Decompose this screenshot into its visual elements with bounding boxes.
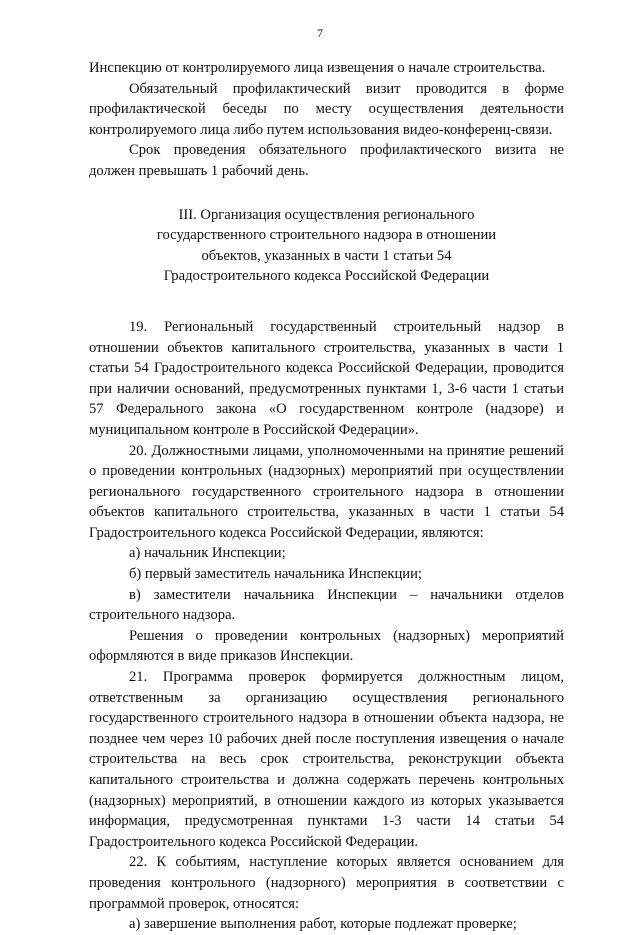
section-heading-line: III. Организация осуществления регионального bbox=[178, 206, 475, 223]
list-item: б) первый заместитель начальника Инспекции; bbox=[129, 566, 422, 583]
paragraph: Срок проведения обязательного профилактического визита не должен превышать 1 рабочий день. bbox=[89, 142, 564, 179]
paragraph: 22. К событиям, наступление которых является основанием для проведения контрольного (надзорного) мероприятия в соответствии с программой проверок, относятся: bbox=[89, 854, 564, 912]
section-heading-line: Градостроительного кодекса Российской Федерации bbox=[163, 268, 490, 285]
list-item: а) завершение выполнения работ, которые подлежат проверке; bbox=[129, 916, 517, 933]
section-heading bbox=[89, 205, 564, 287]
paragraph: Решения о проведении контрольных (надзорных) мероприятий оформляются в виде приказов Инспекции. bbox=[89, 627, 564, 665]
paragraph: 20. Должностными лицами, уполномоченными на принятие решений о проведении контрольных (надзорных) мероприятий при осуществлении регионального государственного строительного надзора в отношении объектов капитального строительства, указанных в части 1 статьи 54 Градостроительного кодекса Российской Федерации, являются: bbox=[89, 442, 564, 541]
paragraph: 21. Программа проверок формируется должностным лицом, ответственным за организацию осуществления регионального государственного строительного надзора в отношении объекта надзора, не позднее чем через 10 рабочих дней после поступления извещения о начале строительства на весь срок строительства, реконструкции объекта капитального строительства и должна содержать перечень контрольных (надзорных) мероприятий, в отношении каждого из которых указывается информация, предусмотренная пунктами 1-3 части 14 статьи 54 Градостроительного кодекса Российской Федерации. bbox=[89, 669, 564, 850]
page-number: 7 bbox=[317, 26, 323, 40]
list-item: в) заместители начальника Инспекции – начальники отделов строительного надзора. bbox=[89, 586, 564, 624]
paragraph: Обязательный профилактический визит проводится в форме профилактической беседы по месту осуществления деятельности контролируемого лица либо путем использования видео-конференц-связи. bbox=[89, 80, 564, 138]
list-item: а) начальник Инспекции; bbox=[129, 545, 286, 562]
section-heading-line: объектов, указанных в части 1 статьи 54 bbox=[201, 247, 452, 264]
paragraph: 19. Региональный государственный строительный надзор в отношении объектов капитального строительства, указанных в части 1 статьи 54 Градостроительного кодекса Российской Федерации, проводится при наличии оснований, предусмотренных пунктами 1, 3-6 части 1 статьи 57 Федерального закона «О государственном контроле (надзоре) и муниципальном контроле в Российской Федерации». bbox=[89, 318, 564, 438]
paragraph: Инспекцию от контролируемого лица извещения о начале строительства. bbox=[89, 60, 546, 76]
section-heading-line: государственного строительного надзора в отношении bbox=[156, 227, 497, 244]
document-body bbox=[89, 58, 564, 935]
